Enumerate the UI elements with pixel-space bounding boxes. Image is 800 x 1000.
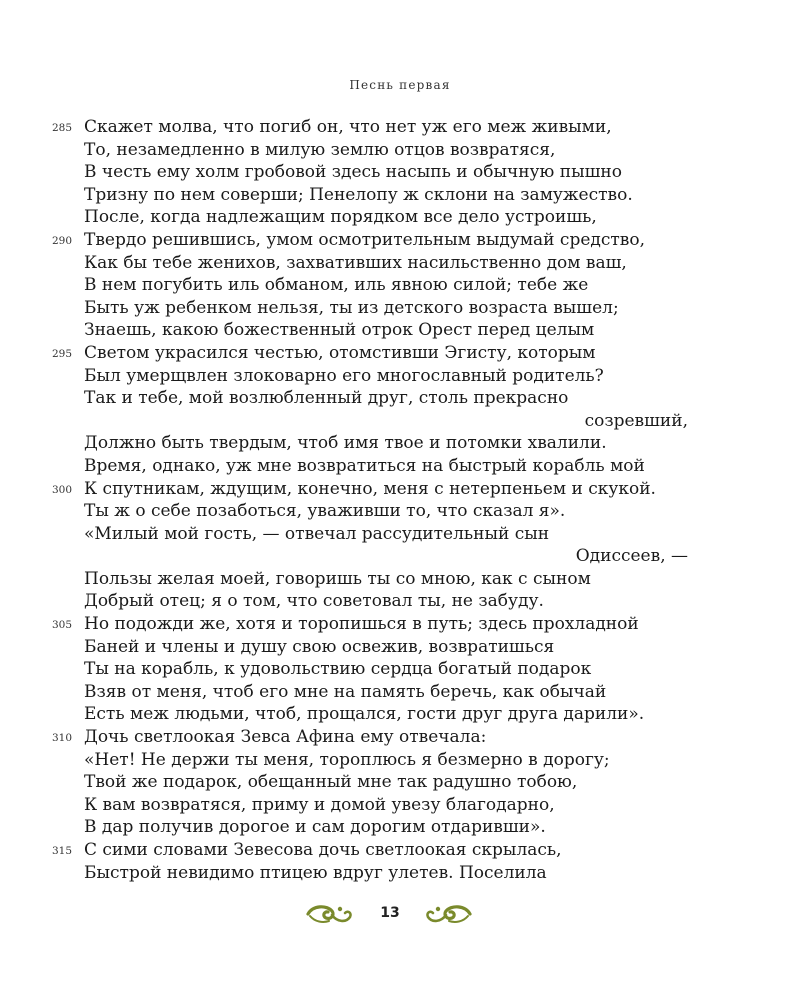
verse-line (84, 455, 688, 478)
line-number: 300 (52, 483, 73, 496)
verse-text: В честь ему холм гробовой здесь насыпь и обычную пышно (84, 162, 622, 183)
verse-line (84, 681, 688, 704)
verse-text: Быстрой невидимо птицею вдруг улетев. Поселила (84, 862, 547, 883)
verse-text: Так и тебе, мой возлюбленный друг, столь прекрасно (84, 388, 569, 409)
line-number: 290 (52, 234, 73, 247)
running-head: Песнь первая (349, 78, 451, 92)
verse-line (84, 139, 688, 162)
verse-text: Твой же подарок, обещанный мне так радушно тобою, (84, 772, 578, 793)
verse-text: В нем погубить иль обманом, иль явною силой; тебе же (84, 275, 589, 296)
verse-text: Был умерщвлен злоковарно его многославный родитель? (84, 365, 604, 386)
page-number: 13 (380, 905, 400, 921)
verse-line (84, 703, 688, 726)
line-number: 315 (52, 845, 73, 857)
verse-line (84, 862, 688, 885)
verse-line (84, 432, 688, 455)
verse-text: Но подожди же, хотя и торопишься в путь; здесь прохладной (84, 614, 639, 635)
verse-text: Твердо решившись, умом осмотрительным выдумай средство, (84, 229, 645, 250)
verse-text: С сими словами Зевесова дочь светлоокая скрылась, (84, 840, 562, 860)
poem-text (52, 116, 688, 884)
left-scroll-ornament-icon (305, 902, 353, 930)
verse-line (52, 726, 688, 749)
right-scroll-ornament-icon (425, 902, 473, 930)
verse-line (52, 478, 688, 501)
verse-line (84, 387, 688, 410)
verse-text: Пользы желая моей, говоришь ты со мною, как с сыном (84, 568, 591, 589)
verse-text: К вам возвратяся, приму и домой увезу благодарно, (84, 794, 555, 815)
verse-text: То, незамедленно в милую землю отцов возвратяся, (84, 139, 556, 160)
verse-line (52, 839, 688, 862)
verse-line (84, 771, 688, 794)
verse-text: Ты на корабль, к удовольствию сердца богатый подарок (84, 659, 592, 680)
verse-line (84, 523, 688, 546)
verse-line (84, 794, 688, 817)
verse-line (84, 410, 688, 433)
verse-text: Быть уж ребенком нельзя, ты из детского возраста вышел; (84, 297, 619, 318)
verse-line (52, 613, 688, 636)
verse-line (52, 116, 688, 139)
verse-text: Есть меж людьми, чтоб, прощался, гости друг друга дарили». (84, 704, 645, 725)
verse-line (52, 229, 688, 252)
verse-line (84, 365, 688, 388)
verse-text: созревший, (584, 410, 688, 431)
verse-line (84, 545, 688, 568)
verse-text: Ты ж о себе позаботься, уваживши то, что сказал я». (84, 501, 566, 522)
verse-line (84, 590, 688, 613)
verse-line (84, 658, 688, 681)
verse-line (84, 274, 688, 297)
verse-line (84, 161, 688, 184)
verse-line (84, 816, 688, 839)
verse-text: Добрый отец; я о том, что советовал ты, не забуду. (84, 591, 544, 612)
verse-text: Как бы тебе женихов, захвативших насильственно дом ваш, (84, 252, 627, 273)
verse-line (84, 184, 688, 207)
verse-text: Светом украсился честью, отомстивши Эгисту, которым (84, 342, 596, 363)
verse-line (84, 568, 688, 591)
verse-line (84, 319, 688, 342)
line-number: 295 (52, 347, 73, 360)
verse-text: Скажет молва, что погиб он, что нет уж его меж живыми, (84, 117, 612, 137)
verse-line (84, 636, 688, 659)
verse-text: В дар получив дорогое и сам дорогим отдаривши». (84, 817, 546, 838)
verse-text: «Нет! Не держи ты меня, тороплюсь я безмерно в дорогу; (84, 749, 610, 770)
line-number: 285 (52, 122, 73, 134)
verse-text: Одиссеев, — (575, 546, 688, 567)
verse-text: Баней и члены и душу свою освежив, возвратишься (84, 636, 555, 657)
verse-line (84, 297, 688, 320)
verse-line (84, 252, 688, 275)
line-number: 305 (52, 619, 73, 632)
verse-text: «Милый мой гость, — отвечал рассудительный сын (84, 523, 550, 544)
verse-text: К спутникам, ждущим, конечно, меня с нетерпеньем и скукой. (84, 478, 656, 499)
verse-text: Знаешь, какою божественный отрок Орест перед целым (84, 320, 595, 341)
verse-text: Тризну по нем соверши; Пенелопу ж склони на замужество. (84, 184, 633, 205)
line-number: 310 (52, 732, 73, 745)
verse-line (52, 342, 688, 365)
verse-text: Взяв от меня, чтоб его мне на память беречь, как обычай (84, 681, 607, 702)
verse-text: Должно быть твердым, чтоб имя твое и потомки хвалили. (84, 433, 607, 454)
verse-text: После, когда надлежащим порядком все дело устроишь, (84, 207, 597, 228)
verse-line (84, 206, 688, 229)
page-footer (0, 898, 800, 934)
verse-line (84, 749, 688, 772)
verse-text: Время, однако, уж мне возвратиться на быстрый корабль мой (84, 455, 645, 476)
verse-text: Дочь светлоокая Зевса Афина ему отвечала: (84, 727, 487, 748)
verse-line (84, 500, 688, 523)
